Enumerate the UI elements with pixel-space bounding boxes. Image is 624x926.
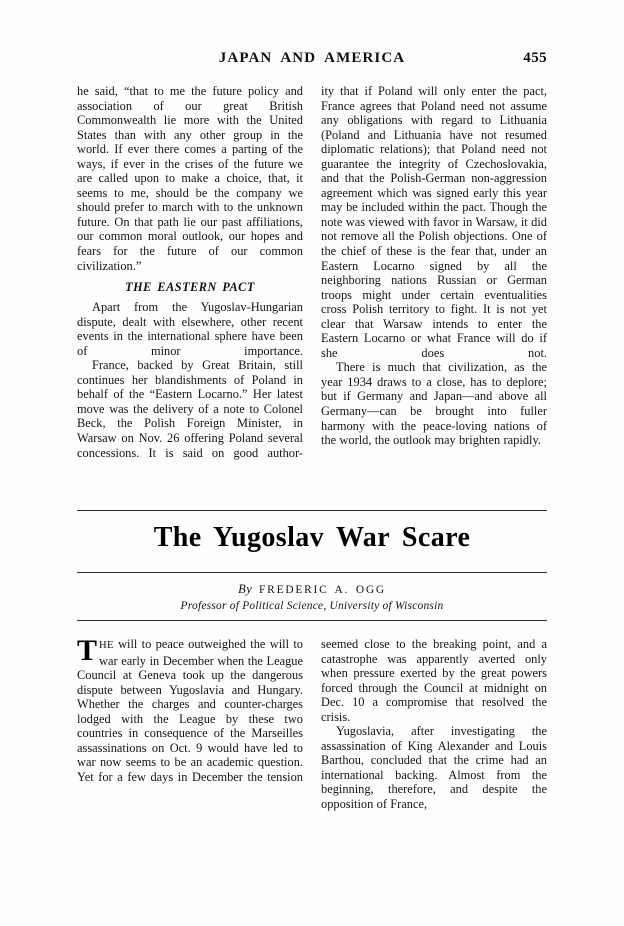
divider-rule-above-title xyxy=(77,510,547,511)
paragraph: Yugoslavia, after investigating the assassination of King Alexander and Louis Barthou, concluded that the crime had an international backing. Almost from the beginning, therefore, and despite the opposition of France, xyxy=(321,724,547,812)
page-number: 455 xyxy=(523,50,547,66)
byline xyxy=(77,582,547,612)
lower-right-column xyxy=(321,637,547,812)
upper-right-column xyxy=(321,84,547,460)
lead-smallcaps: HE xyxy=(99,640,114,651)
article-title: The Yugoslav War Scare xyxy=(153,522,471,553)
divider-rule-below-byline xyxy=(77,620,547,621)
byline-author-name: FREDERIC A. OGG xyxy=(259,584,386,596)
drop-cap: T xyxy=(77,634,98,667)
lower-left-column xyxy=(77,634,303,812)
section-subheading: THE EASTERN PACT xyxy=(125,280,255,295)
running-head-title: JAPAN AND AMERICA xyxy=(218,50,406,66)
byline-affiliation: Professor of Political Science, University of Wisconsin xyxy=(180,600,444,612)
divider-rule-above-byline xyxy=(77,572,547,573)
paragraph: seemed close to the breaking point, and a catastrophe was apparently averted only when pressure exerted by the great powers forced through the Council at midnight on Dec. 10 a compromise that resolved the crisis. xyxy=(321,637,547,724)
upper-left-column xyxy=(77,84,303,460)
paragraph: Apart from the Yugoslav-Hungarian dispute, dealt with elsewhere, other recent events in the international sphere have been of minor importance. xyxy=(77,300,303,358)
paragraph-body: will to peace outweighed the will to war early in December when the League Council at Geneva took up the dangerous dispute between Yugoslavia and Hungary. Whether the charges and counter-charges lodged with the League by these two countries in consequence of the Marseilles assassinations on Oct. 9 would have led to war now seems to be an academic question. Yet for a few days in December the tension xyxy=(77,637,303,784)
paragraph: ity that if Poland will only enter the pact, France agrees that Poland need not assume any obligations with regard to Lithuania (Poland and Lithuania have not resumed diplomatic relations); that Poland need not guarantee the integrity of Czechoslovakia, and that the Polish-German non-aggression agreement which was signed early this year may be included within the pact. Though the note was viewed with favor in Warsaw, it did not remove all the Polish objections. One of the chief of these is the fear that, under an Eastern Locarno signed by all the neighboring nations Russian or German troops might under certain eventualities cross Polish territory to fight. It is not yet clear that Warsaw intends to enter the Eastern Locarno or what France will do if she does not. xyxy=(321,84,547,360)
paragraph: There is much that civilization, as the year 1934 draws to a close, has to deplore; but if Germany and Japan—and above all Germany—can be brought into fuller harmony with the peace-loving nations of the world, the outlook may brighten rapidly. xyxy=(321,360,547,448)
paragraph-with-dropcap xyxy=(77,634,303,784)
running-head xyxy=(77,50,547,72)
byline-author-line xyxy=(77,582,547,597)
lower-article-columns xyxy=(77,634,547,812)
paragraph-continued: he said, “that to me the future policy and association of our great British Commonwealth lie more with the United States than with any other group in the world. If ever there comes a parting of the ways, if ever in the crises of the future we are called upon to make a choice, that, it seems to me, should be the company we should prefer to march with to the unknown future. On that path lie our past affiliations, our common moral outlook, our hopes and fears for the future of our common civilization.” xyxy=(77,84,303,273)
paragraph: France, backed by Great Britain, still continues her blandishments of Poland in behalf of the “Eastern Locarno.” Her latest move was the delivery of a note to Colonel Beck, the Polish Foreign Minister, in Warsaw on Nov. 26 offering Poland several concessions. It is said on good author- xyxy=(77,358,303,460)
upper-article-columns xyxy=(77,84,547,460)
byline-by-word: By xyxy=(238,582,253,596)
